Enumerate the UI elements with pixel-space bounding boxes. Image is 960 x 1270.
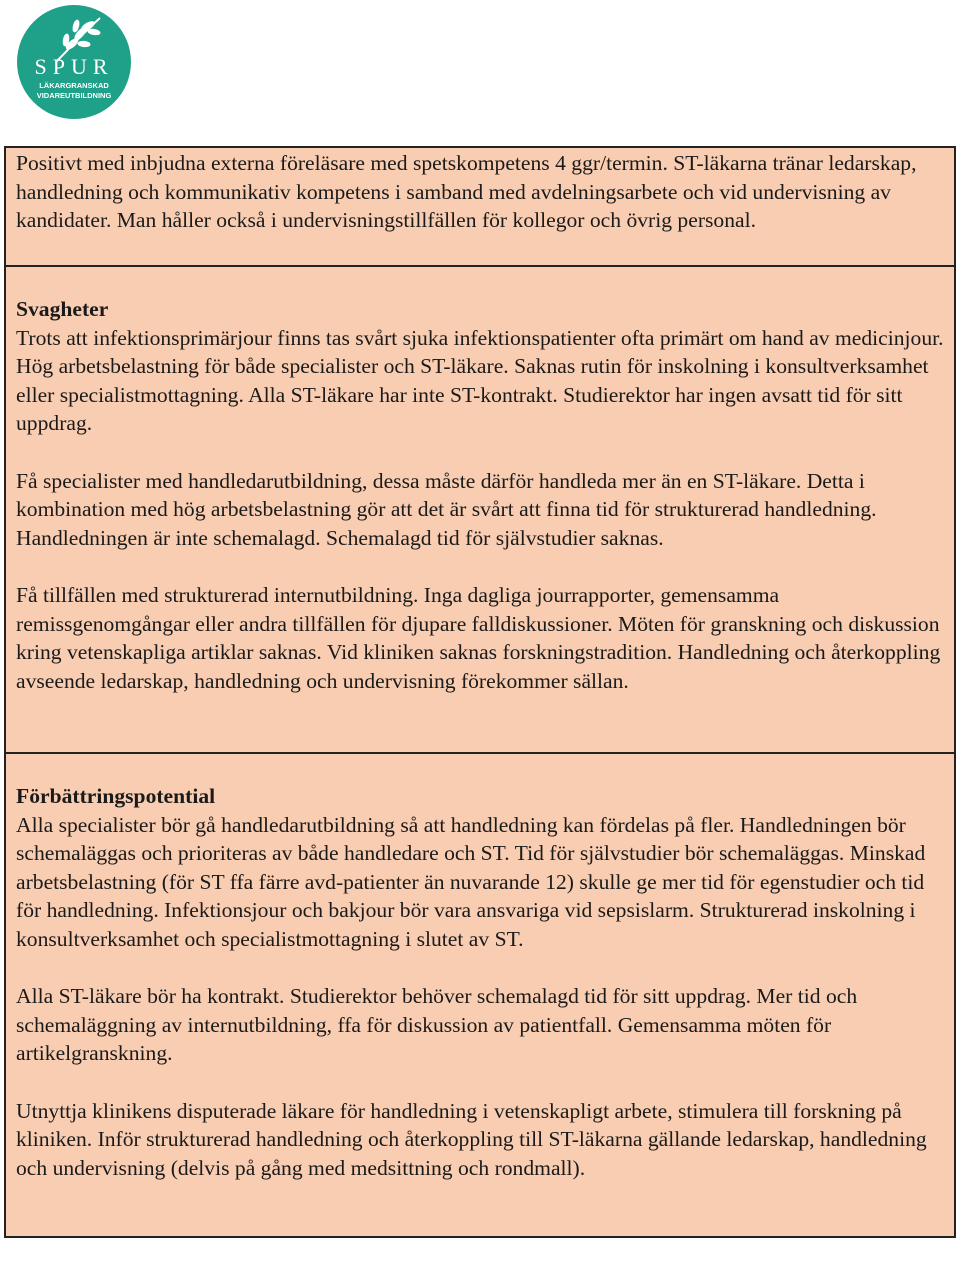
paragraph: Få tillfällen med strukturerad internutbildning. Inga dagliga jourrapporter, gemensamma remissgenomgångar eller andra tillfällen för djupare falldiskussioner. Möten för granskning och diskussion kring vetenskapliga artiklar saknas. Vid kliniken saknas forskningstradition. Handledning och återkoppling avseende ledarskap, handledning och undervisning förekommer sällan. <box>16 582 941 693</box>
spur-logo <box>14 4 134 120</box>
paragraph: Trots att infektionsprimärjour finns tas svårt sjuka infektionspatienter ofta primärt om hand av medicinjour. Hög arbetsbelastning för både specialister och ST-läkare. Saknas rutin för inskolning i konsultverksamhet eller specialistmottagning. Alla ST-läkare har inte ST-kontrakt. Studierektor har ingen avsatt tid för sitt uppdrag. <box>16 325 944 436</box>
paragraph: Alla ST-läkare bör ha kontrakt. Studierektor behöver schemalagd tid för sitt uppdrag. Mer tid och schemaläggning av internutbildning, ffa för diskussion av patientfall. Gemensamma möten för artikelgranskning. <box>16 984 858 1066</box>
improvement-heading: Förbättringspotential <box>16 784 216 808</box>
improvement-potential-cell <box>6 752 954 1236</box>
logo-subtitle-line1: LÄKARGRANSKAD <box>39 81 109 90</box>
spur-logo-graphic <box>14 4 134 120</box>
weaknesses-heading: Svagheter <box>16 297 109 321</box>
logo-name: SPUR <box>34 54 114 79</box>
paragraph: Utnyttja klinikens disputerade läkare för handledning i vetenskapligt arbete, stimulera till forskning på kliniken. Inför strukturerad handledning och återkoppling till ST-läkarna gällande ledarskap, handledning och undervisning (delvis på gång med medsittning och rondmall). <box>16 1098 927 1180</box>
paragraph: Positivt med inbjudna externa föreläsare med spetskompetens 4 ggr/termin. ST-läkarna tränar ledarskap, handledning och kommunikativ kompetens i samband med avdelningsarbete och vid undervisning av kandidater. Man håller också i undervisningstillfällen för kollegor och övrig personal. <box>16 151 917 233</box>
logo-subtitle-line2: VIDAREUTBILDNING <box>36 91 112 100</box>
paragraph: Få specialister med handledarutbildning, dessa måste därför handleda mer än en ST-läkare. Detta i kombination med hög arbetsbelastning gör att det är svårt att finna tid för strukturerad handledning. Handledningen är inte schemalagd. Schemalagd tid för självstudier saknas. <box>16 468 877 550</box>
assessment-table <box>4 146 956 1238</box>
paragraph: Alla specialister bör gå handledarutbildning så att handledning kan fördelas på fler. Handledningen bör schemaläggas och prioriteras av både handledare och ST. Tid för självstudier bör schemaläggas. Minskad arbetsbelastning (för ST ffa färre avd-patienter än nuvarande 12) skulle ge mer tid för egenstudier och tid för handledning. Infektionsjour och bakjour bör vara ansvariga vid sepsislarm. Strukturerad inskolning i konsultverksamhet och specialistmottagning i slutet av ST. <box>16 812 926 951</box>
weaknesses-cell <box>6 265 954 752</box>
strengths-continuation-cell <box>6 148 954 265</box>
